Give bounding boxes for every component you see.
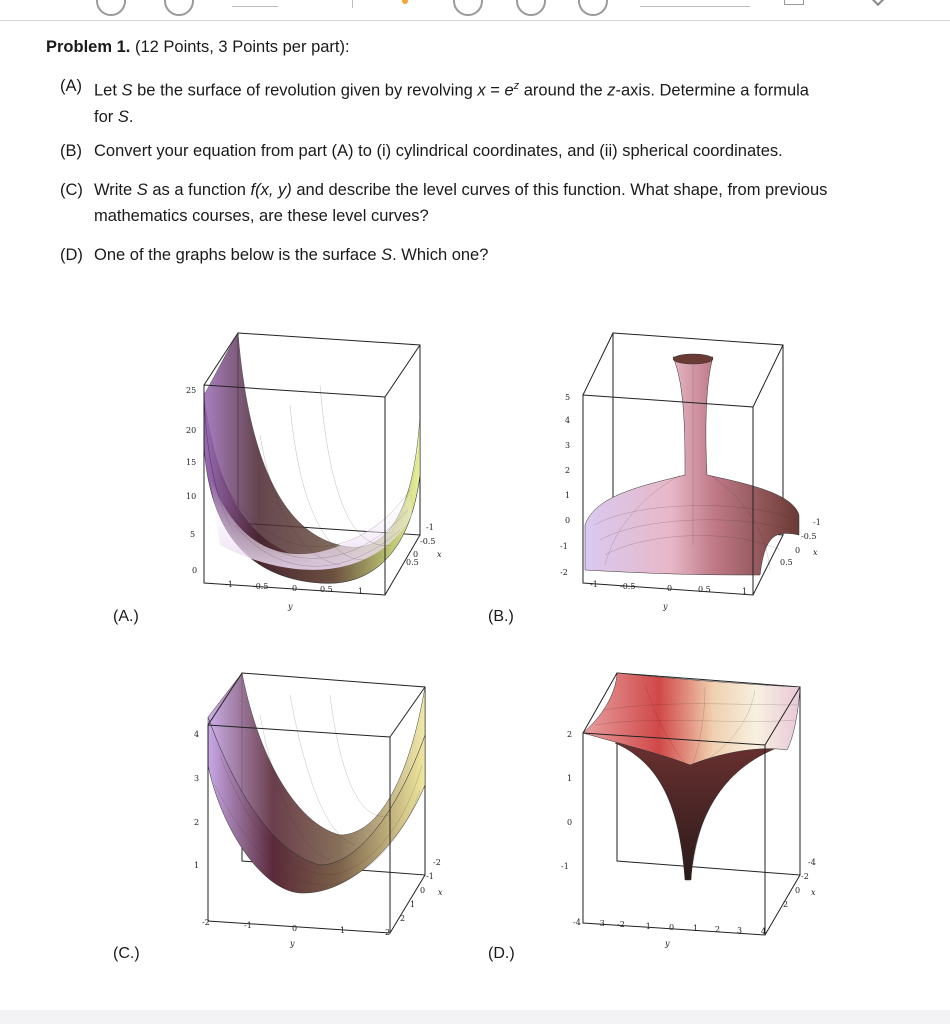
plot-c [180, 665, 450, 955]
problem-points: (12 Points, 3 Points per part): [134, 38, 350, 56]
x-tick: 2 [400, 914, 406, 923]
z-tick: -2 [560, 568, 568, 577]
text-run: . [128, 107, 134, 126]
y-tick: 0 [669, 923, 675, 932]
frame-edge [390, 875, 425, 933]
y-tick: 2 [715, 925, 721, 934]
z-tick: 0 [192, 566, 198, 575]
math-e: e [504, 81, 514, 100]
x-tick: 0.5 [406, 558, 419, 567]
toolbar-circle-icon[interactable] [453, 0, 483, 16]
y-tick: 0 [667, 584, 673, 593]
x-tick: 1 [410, 900, 416, 909]
top-toolbar [0, 0, 950, 22]
z-tick: 1 [565, 491, 571, 500]
x-tick: -4 [808, 858, 816, 867]
z-tick: -1 [561, 862, 569, 871]
z-tick: 1 [194, 861, 200, 870]
y-tick: 1 [693, 924, 699, 933]
text-run: mathematics courses, are these level curves? [94, 207, 429, 225]
x-tick: -2 [801, 872, 809, 881]
y-tick: -1 [590, 580, 598, 589]
math-args: (x, y) [255, 181, 292, 199]
z-tick: 1 [567, 774, 573, 783]
toolbar-divider [640, 6, 750, 7]
part-a-label: (A) [60, 77, 82, 95]
y-axis-label: y [290, 939, 295, 948]
problem-number: Problem 1. [46, 38, 131, 56]
part-b-label: (B) [60, 142, 82, 160]
z-tick: 2 [565, 466, 571, 475]
toolbar-circle-icon[interactable] [578, 0, 608, 16]
math-x: x [477, 81, 486, 100]
x-axis-label: x [437, 550, 442, 559]
z-tick: 20 [186, 426, 197, 435]
x-axis-label: x [811, 888, 816, 897]
math-s: S [381, 246, 393, 264]
caption-b: (B.) [488, 608, 514, 625]
y-tick: -2 [617, 920, 625, 929]
text-run: One of the graphs below is the surface [94, 246, 382, 264]
text-run: . Which one? [392, 246, 489, 264]
y-tick: -0.5 [253, 582, 269, 591]
y-tick: -1 [225, 580, 233, 589]
y-tick: 0.5 [698, 585, 711, 594]
part-a-text [94, 73, 944, 130]
y-tick: 0 [292, 584, 298, 593]
caption-a: (A.) [113, 608, 139, 625]
math-f: f [250, 181, 256, 199]
toolbar-rule [0, 20, 950, 21]
x-tick: 2 [783, 900, 789, 909]
z-tick: 2 [567, 730, 573, 739]
z-tick: 15 [186, 458, 197, 467]
y-axis-label: y [288, 602, 293, 611]
part-c-label: (C) [60, 181, 83, 199]
frame-edge [753, 345, 783, 407]
surface-d-funnel [615, 743, 785, 880]
toolbar-dot-icon [402, 0, 408, 4]
y-tick: -1 [643, 922, 651, 931]
z-tick: 4 [565, 416, 571, 425]
text-run: Let [94, 81, 122, 100]
y-axis-label: y [663, 602, 668, 611]
z-tick: 5 [190, 530, 196, 539]
math-z: z [607, 81, 616, 100]
y-axis-label: y [665, 939, 670, 948]
y-tick: 2 [385, 928, 391, 937]
z-tick: 0 [565, 516, 571, 525]
y-tick: 0.5 [320, 585, 333, 594]
toolbar-divider [232, 6, 278, 7]
y-tick: -4 [573, 918, 581, 927]
math-s: S [136, 181, 148, 199]
x-tick: 0 [420, 886, 426, 895]
x-tick: -2 [433, 858, 441, 867]
problem-title [46, 38, 350, 57]
part-d-text [94, 242, 944, 268]
math-exponent: z [513, 80, 520, 92]
plot-d [555, 665, 825, 955]
text-run: = [485, 81, 505, 100]
text-run: be the surface of revolution given by revolving [132, 81, 478, 100]
caption-c: (C.) [113, 945, 140, 962]
x-axis-label: x [438, 888, 443, 897]
y-tick: -3 [597, 919, 605, 928]
x-tick: 0 [413, 550, 419, 559]
z-tick: 4 [194, 730, 200, 739]
text-run: around the [519, 81, 608, 100]
toolbar-grid-icon[interactable] [784, 0, 804, 5]
y-tick: 1 [742, 587, 748, 596]
x-tick: -1 [426, 523, 434, 532]
y-tick: 4 [761, 927, 767, 936]
z-tick: 0 [567, 818, 573, 827]
text-run: -axis. Determine a formula [615, 81, 809, 100]
chevron-down-icon[interactable] [871, 0, 885, 6]
z-tick: -1 [560, 542, 568, 551]
math-s: S [121, 81, 133, 100]
frame-edge [385, 345, 420, 397]
z-tick: 3 [194, 774, 200, 783]
toolbar-circle-icon[interactable] [164, 0, 194, 16]
footer-bar [0, 1010, 950, 1024]
x-tick: 0 [795, 546, 801, 555]
y-tick: -1 [244, 921, 252, 930]
caption-d: (D.) [488, 945, 515, 962]
y-tick: -0.5 [620, 582, 636, 591]
x-tick: 0 [795, 886, 801, 895]
toolbar-circle-icon[interactable] [516, 0, 546, 16]
x-axis-label: x [813, 548, 818, 557]
y-tick: 1 [340, 926, 346, 935]
z-tick: 25 [186, 386, 197, 395]
z-tick: 2 [194, 818, 200, 827]
x-tick: -1 [426, 872, 434, 881]
surface-b [585, 357, 799, 575]
surface-b-top [673, 354, 713, 364]
text-run: Write [94, 181, 137, 199]
toolbar-circle-icon[interactable] [96, 0, 126, 16]
part-b-text: Convert your equation from part (A) to (i) cylindrical coordinates, and (ii) spherical coordinates. [94, 142, 783, 160]
x-tick: -1 [813, 518, 821, 527]
x-tick: 0.5 [780, 558, 793, 567]
y-tick: -2 [202, 918, 210, 927]
z-tick: 3 [565, 441, 571, 450]
x-tick: -0.5 [420, 537, 436, 546]
frame-edge [583, 333, 613, 395]
x-tick: -0.5 [801, 532, 817, 541]
z-tick: 10 [186, 492, 197, 501]
y-tick: 0 [292, 924, 298, 933]
y-tick: 3 [737, 926, 743, 935]
text-run: and describe the level curves of this function. What shape, from previous [291, 181, 828, 199]
text-run: for [94, 107, 118, 126]
y-tick: 1 [358, 587, 364, 596]
text-run: as a function [147, 181, 251, 199]
z-tick: 5 [565, 393, 571, 402]
plot-a [180, 325, 450, 615]
part-c-text [94, 177, 944, 229]
plot-b [555, 325, 825, 615]
math-s: S [117, 107, 129, 126]
toolbar-separator [352, 0, 353, 8]
part-d-label: (D) [60, 246, 83, 264]
